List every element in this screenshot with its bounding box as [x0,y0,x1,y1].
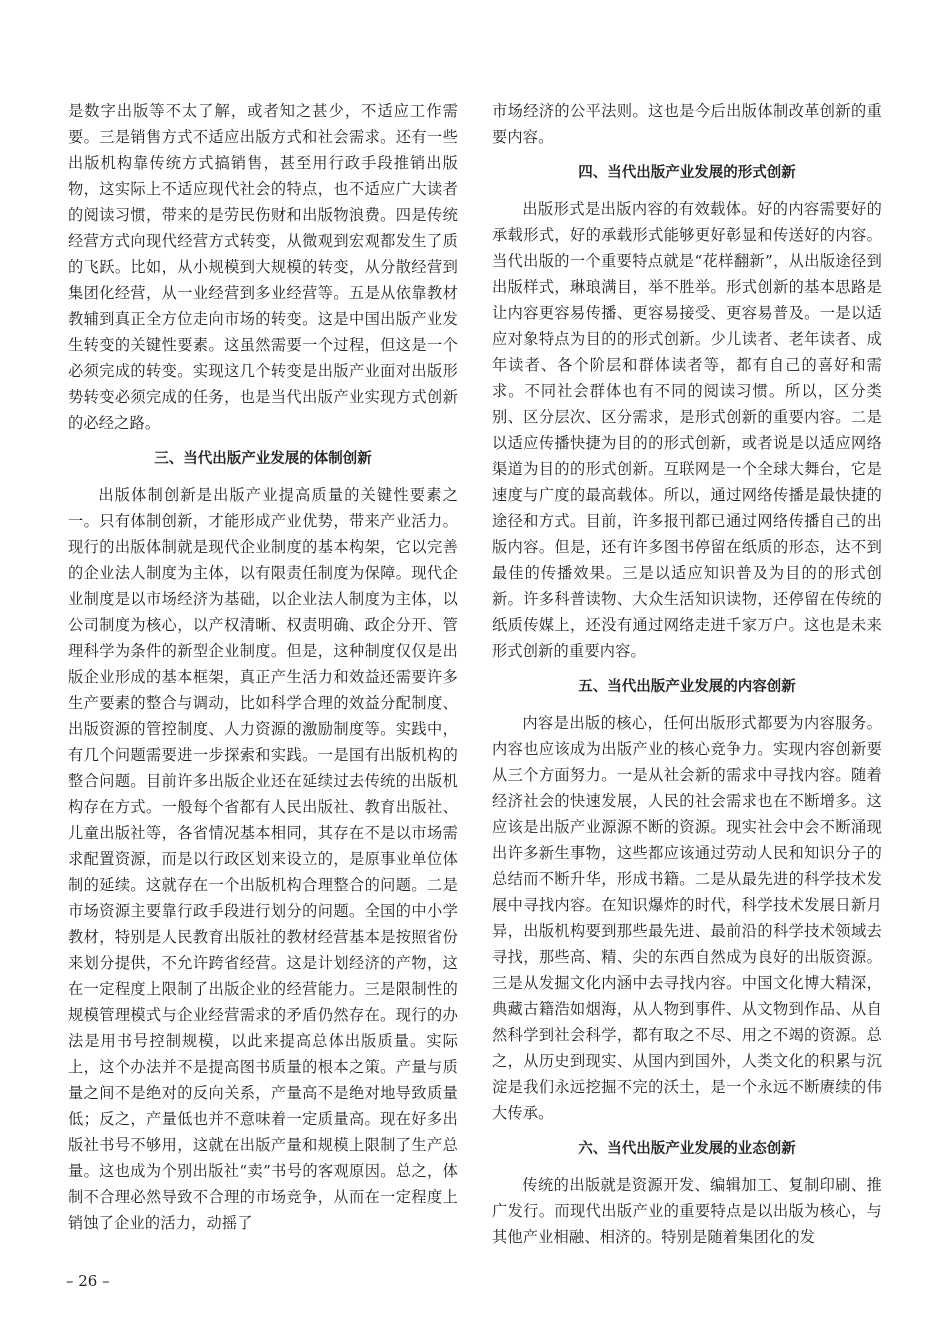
section-heading-6: 六、当代出版产业发展的业态创新 [578,1141,796,1157]
page-number: – 26 – [66,1272,110,1290]
paragraph-continued: 是数字出版等不太了解，或者知之甚少，不适应工作需要。三是销售方式不适应出版方式和社会需求。还有一些出版机构靠传统方式搞销售，甚至用行政手段推销出版物，这实际上不适应现代社会的特点，也不适应广大读者的阅读习惯，带来的是劳民伤财和出版物浪费。四是传统经营方式向现代经营方式转变，从微观到宏观都发生了质的飞跃。比如，从小规模到大规模的转变，从分散经营到集团化经营，从一业经营到多业经营等。五是从依靠教材教辅到真正全方位走向市场的转变。这是中国出版产业发生转变的关键性要素。这虽然需要一个过程，但这是一个必须完成的转变。实现这几个转变是出版产业面对出版形势转变必须完成的任务，也是当代出版产业实现方式创新的必经之路。 [68,102,458,432]
left-column [68,98,458,1236]
section-heading-4: 四、当代出版产业发展的形式创新 [578,165,796,181]
section-heading-5: 五、当代出版产业发展的内容创新 [578,679,796,695]
paragraph-content-innovation: 内容是出版的核心，任何出版形式都要为内容服务。内容也应该成为出版产业的核心竞争力。实现内容创新要从三个方面努力。一是从社会新的需求中寻找内容。随着经济社会的快速发展，人民的社会需求也在不断增多。这应该是出版产业源源不断的资源。现实社会中会不断涌现出许多新生事物，这些都应该通过劳动人民和知识分子的总结而不断升华，形成书籍。二是从最先进的科学技术发展中寻找内容。在知识爆炸的时代，科学技术发展日新月异，出版机构要到那些最先进、最前沿的科学技术领域去寻找，那些高、精、尖的东西自然成为良好的出版资源。三是从发掘文化内涵中去寻找内容。中国文化博大精深，典藏古籍浩如烟海，从人物到事件、从文物到作品、从自然科学到社会科学，都有取之不尽、用之不竭的资源。总之，从历史到现实、从国内到国外，人类文化的积累与沉淀是我们永远挖掘不完的沃土，是一个永远不断赓续的伟大传承。 [492,714,882,1122]
paragraph-format-innovation: 传统的出版就是资源开发、编辑加工、复制印刷、推广发行。而现代出版产业的重要特点是以出版为核心，与其他产业相融、相济的。特别是随着集团化的发 [492,1176,882,1246]
paragraph-continued-right: 市场经济的公平法则。这也是今后出版体制改革创新的重要内容。 [492,102,882,146]
paragraph-form-innovation: 出版形式是出版内容的有效载体。好的内容需要好的承载形式，好的承载形式能够更好彰显和传送好的内容。当代出版的一个重要特点就是“花样翻新”，从出版途径到出版样式，琳琅满目，举不胜举。形式创新的基本思路是让内容更容易传播、更容易接受、更容易普及。一是以适应对象特点为目的的形式创新。少儿读者、老年读者、成年读者、各个阶层和群体读者等，都有自己的喜好和需求。不同社会群体也有不同的阅读习惯。所以，区分类别、区分层次、区分需求，是形式创新的重要内容。二是以适应传播快捷为目的的形式创新，或者说是以适应网络渠道为目的的形式创新。互联网是一个全球大舞台，它是速度与广度的最高载体。所以，通过网络传播是最快捷的途径和方式。目前，许多报刊都已通过网络传播自己的出版内容。但是，还有许多图书停留在纸质的形态，达不到最佳的传播效果。三是以适应知识普及为目的的形式创新。许多科普读物、大众生活知识读物，还停留在传统的纸质传媒上，还没有通过网络走进千家万户。这也是未来形式创新的重要内容。 [492,200,882,660]
section-heading-3: 三、当代出版产业发展的体制创新 [154,451,372,467]
paragraph-institutional-innovation: 出版体制创新是出版产业提高质量的关键性要素之一。只有体制创新，才能形成产业优势，带来产业活力。现行的出版体制就是现代企业制度的基本构架，它以完善的企业法人制度为主体，以有限责任制度为保障。现代企业制度是以市场经济为基础，以企业法人制度为主体，以公司制度为核心，以产权清晰、权责明确、政企分开、管理科学为条件的新型企业制度。但是，这种制度仅仅是出版企业形成的基本框架，真正产生活力和效益还需要许多生产要素的整合与调动，比如科学合理的效益分配制度、出版资源的管控制度、人力资源的激励制度等。实践中，有几个问题需要进一步探索和实践。一是国有出版机构的整合问题。目前许多出版企业还在延续过去传统的出版机构存在方式。一般每个省都有人民出版社、教育出版社、儿童出版社等，各省情况基本相同，其存在不是以市场需求配置资源，而是以行政区划来设立的，是原事业单位体制的延续。这就存在一个出版机构合理整合的问题。二是市场资源主要靠行政手段进行划分的问题。全国的中小学教材，特别是人民教育出版社的教材经营基本是按照省份来划分提供，不允许跨省经营。这是计划经济的产物，这在一定程度上限制了出版企业的经营能力。三是限制性的规模管理模式与企业经营需求的矛盾仍然存在。现行的办法是用书号控制规模，以此来提高总体出版质量。实际上，这个办法并不是提高图书质量的根本之策。产量与质量之间不是绝对的反向关系，产量高不是绝对地导致质量低；反之，产量低也并不意味着一定质量高。现在好多出版社书号不够用，这就在出版产量和规模上限制了生产总量。这也成为个别出版社“卖”书号的客观原因。总之，体制不合理必然导致不合理的市场竞争，从而在一定程度上销蚀了企业的活力，动摇了 [68,486,458,1232]
right-column [492,98,882,1250]
